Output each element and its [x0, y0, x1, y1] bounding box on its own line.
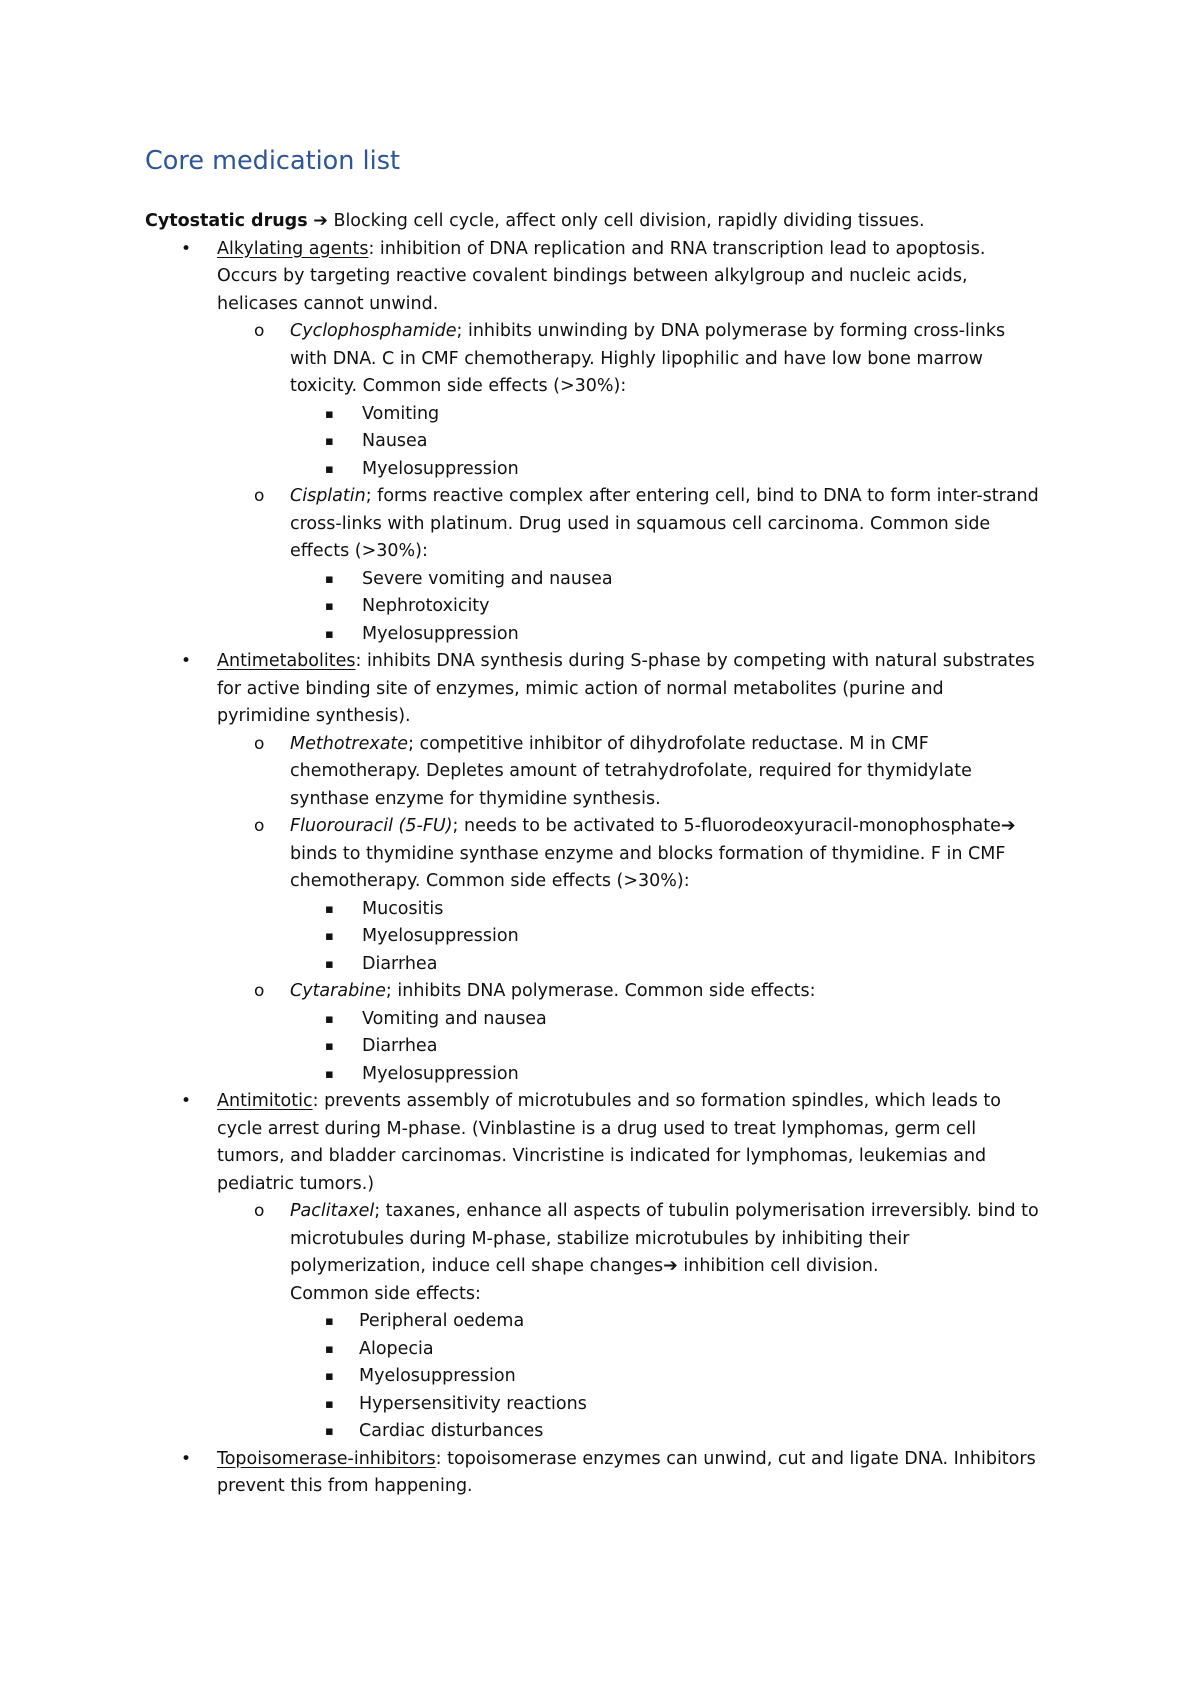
list-item-continuation: [0, 1171, 1200, 1199]
list-item-continuation: [0, 703, 1200, 731]
list-item-continuation: [0, 511, 1200, 539]
square-bullet-icon: ▪: [325, 1314, 334, 1329]
list-item-cytarabine: [0, 978, 1200, 1006]
list-item-continuation: [0, 1253, 1200, 1281]
circle-bullet-icon: o: [254, 981, 265, 1001]
side-effect-text: Hypersensitivity reactions: [359, 1393, 587, 1414]
antimitotic-text-2: cycle arrest during M-phase. (Vinblastine is a drug used to treat lymphomas, germ cell: [217, 1118, 977, 1139]
list-item-continuation: [0, 786, 1200, 814]
square-bullet-icon: ▪: [325, 434, 334, 449]
fluorouracil-text-2: binds to thymidine synthase enzyme and blocks formation of thymidine. F in CMF: [290, 843, 1006, 864]
side-effect-text: Mucositis: [362, 898, 444, 919]
alkylating-text-3: helicases cannot unwind.: [217, 293, 439, 314]
cisplatin-text-2: cross-links with platinum. Drug used in squamous cell carcinoma. Common side: [290, 513, 991, 534]
side-effect-text: Diarrhea: [362, 1036, 438, 1056]
arrow-right-icon: ➔: [313, 211, 328, 231]
drug-name-cisplatin: Cisplatin: [290, 486, 366, 506]
bullet-icon: •: [181, 651, 192, 671]
drug-name-paclitaxel: Paclitaxel: [290, 1201, 375, 1221]
square-bullet-icon: ▪: [325, 1011, 334, 1027]
side-effect-item: [0, 1418, 1200, 1446]
page-title: Core medication list: [145, 146, 400, 176]
bullet-icon: •: [181, 238, 192, 259]
side-effect-item: [0, 1391, 1200, 1419]
square-bullet-icon: ▪: [325, 1396, 334, 1412]
paclitaxel-text-1: ; taxanes, enhance all aspects of tubulin polymerisation irreversibly. bind to: [374, 1201, 1039, 1221]
square-bullet-icon: ▪: [325, 626, 334, 642]
circle-bullet-icon: o: [254, 816, 265, 836]
fluorouracil-text-1: ; needs to be activated to 5-fluorodeoxyuracil-monophosphate: [452, 816, 1001, 836]
side-effect-text: Myelosuppression: [362, 1063, 519, 1084]
side-effect-text: Diarrhea: [362, 953, 438, 974]
methotrexate-text-1: ; competitive inhibitor of dihydrofolate reductase. M in CMF: [408, 733, 929, 754]
antimitotic-text-1: : prevents assembly of microtubules and so formation spindles, which leads to: [312, 1091, 1002, 1111]
methotrexate-text-2: chemotherapy. Depletes amount of tetrahydrofolate, required for thymidylate: [290, 761, 972, 781]
circle-bullet-icon: o: [254, 321, 265, 341]
drug-name-cytarabine: Cytarabine: [290, 981, 386, 1001]
list-item-continuation: [0, 1116, 1200, 1144]
paclitaxel-text-3b: inhibition cell division.: [677, 1256, 879, 1276]
section-heading-text: Blocking cell cycle, affect only cell division, rapidly dividing tissues.: [327, 211, 925, 231]
list-item-continuation: [0, 868, 1200, 896]
term-topoisomerase-inhibitors: Topoisomerase-inhibitors: [217, 1448, 436, 1469]
antimitotic-text-3: tumors, and bladder carcinomas. Vincristine is indicated for lymphomas, leukemias and: [217, 1146, 987, 1166]
topoisomerase-text-2: prevent this from happening.: [217, 1476, 473, 1496]
list-item-continuation: [0, 1473, 1200, 1501]
side-effect-item: [0, 1363, 1200, 1391]
drug-name-methotrexate: Methotrexate: [290, 733, 409, 754]
list-item-continuation: [0, 373, 1200, 401]
side-effect-item: [0, 428, 1200, 456]
circle-bullet-icon: o: [254, 733, 265, 754]
drug-name-cyclophosphamide: Cyclophosphamide: [290, 321, 457, 341]
square-bullet-icon: ▪: [325, 1039, 334, 1054]
side-effect-item: [0, 1308, 1200, 1336]
side-effect-item: [0, 401, 1200, 429]
alkylating-text-1: : inhibition of DNA replication and RNA transcription lead to apoptosis.: [368, 238, 986, 259]
list-item-paclitaxel: [0, 1198, 1200, 1226]
list-item-continuation: [0, 1143, 1200, 1171]
side-effect-text: Peripheral oedema: [359, 1311, 525, 1331]
term-antimitotic: Antimitotic: [217, 1091, 313, 1111]
paclitaxel-text-4: Common side effects:: [290, 1283, 481, 1304]
cisplatin-text-1: ; forms reactive complex after entering cell, bind to DNA to form inter-strand: [365, 486, 1039, 506]
square-bullet-icon: ▪: [325, 599, 334, 614]
bullet-icon: •: [181, 1091, 192, 1111]
circle-bullet-icon: o: [254, 1201, 265, 1221]
list-item-continuation: [0, 346, 1200, 374]
list-item-cyclophosphamide: [0, 318, 1200, 346]
side-effect-text: Myelosuppression: [362, 458, 519, 479]
list-item-continuation: [0, 538, 1200, 566]
antimetabolites-text-1: : inhibits DNA synthesis during S-phase by competing with natural substrates: [355, 651, 1035, 671]
arrow-right-icon: ➔: [1000, 816, 1016, 836]
side-effect-item: [0, 593, 1200, 621]
list-item-cisplatin: [0, 483, 1200, 511]
list-item-alkylating-agents: [0, 236, 1200, 264]
list-item-antimitotic: [0, 1088, 1200, 1116]
arrow-right-icon: ➔: [663, 1256, 678, 1276]
list-item-continuation: [0, 263, 1200, 291]
side-effect-item: [0, 951, 1200, 979]
bullet-icon: •: [181, 1448, 192, 1469]
square-bullet-icon: ▪: [325, 956, 334, 972]
paclitaxel-text-2: microtubules during M-phase, stabilize microtubules by inhibiting their: [290, 1228, 910, 1249]
side-effect-item: [0, 923, 1200, 951]
square-bullet-icon: ▪: [325, 1341, 334, 1357]
list-item-continuation: [0, 291, 1200, 319]
term-alkylating-agents: Alkylating agents: [217, 238, 369, 259]
side-effect-item: [0, 1061, 1200, 1089]
list-item-methotrexate: [0, 731, 1200, 759]
paclitaxel-text-3a: polymerization, induce cell shape changes: [290, 1256, 664, 1276]
square-bullet-icon: ▪: [325, 461, 334, 477]
side-effect-text: Severe vomiting and nausea: [362, 568, 613, 589]
circle-bullet-icon: o: [254, 486, 265, 506]
list-item-continuation: [0, 1226, 1200, 1254]
list-item-fluorouracil: [0, 813, 1200, 841]
cisplatin-text-3: effects (>30%):: [290, 541, 428, 561]
side-effect-item: [0, 896, 1200, 924]
antimetabolites-text-2: for active binding site of enzymes, mimic action of normal metabolites (purine and: [217, 678, 944, 699]
square-bullet-icon: ▪: [325, 1424, 334, 1439]
side-effect-item: [0, 1033, 1200, 1061]
list-item-antimetabolites: [0, 648, 1200, 676]
alkylating-text-2: Occurs by targeting reactive covalent bindings between alkylgroup and nucleic acids,: [217, 266, 968, 286]
document-body: [0, 208, 1200, 1501]
side-effect-text: Cardiac disturbances: [359, 1421, 544, 1441]
list-item-continuation: [0, 1281, 1200, 1309]
square-bullet-icon: ▪: [325, 929, 334, 944]
list-item-continuation: [0, 758, 1200, 786]
side-effect-text: Nausea: [362, 431, 428, 451]
cyclophosphamide-text-1: ; inhibits unwinding by DNA polymerase by forming cross-links: [456, 321, 1006, 341]
side-effect-text: Vomiting and nausea: [362, 1008, 547, 1029]
side-effect-item: [0, 1336, 1200, 1364]
side-effect-text: Alopecia: [359, 1338, 434, 1359]
side-effect-text: Myelosuppression: [359, 1366, 516, 1386]
square-bullet-icon: ▪: [325, 901, 334, 917]
side-effect-text: Myelosuppression: [362, 926, 519, 946]
list-item-topoisomerase-inhibitors: [0, 1446, 1200, 1474]
square-bullet-icon: ▪: [325, 1066, 334, 1082]
side-effect-item: [0, 456, 1200, 484]
section-heading-bold: Cytostatic drugs: [145, 211, 308, 231]
square-bullet-icon: ▪: [325, 1369, 334, 1384]
square-bullet-icon: ▪: [325, 571, 334, 587]
topoisomerase-text-1: : topoisomerase enzymes can unwind, cut and ligate DNA. Inhibitors: [435, 1448, 1036, 1469]
antimitotic-text-4: pediatric tumors.): [217, 1173, 375, 1194]
list-item-continuation: [0, 841, 1200, 869]
list-item-continuation: [0, 676, 1200, 704]
side-effect-text: Myelosuppression: [362, 623, 519, 644]
side-effect-item: [0, 566, 1200, 594]
side-effect-text: Nephrotoxicity: [362, 596, 490, 616]
side-effect-item: [0, 621, 1200, 649]
cyclophosphamide-text-3: toxicity. Common side effects (>30%):: [290, 376, 627, 396]
cyclophosphamide-text-2: with DNA. C in CMF chemotherapy. Highly lipophilic and have low bone marrow: [290, 348, 983, 369]
section-heading: [0, 208, 1200, 236]
fluorouracil-text-3: chemotherapy. Common side effects (>30%):: [290, 871, 690, 891]
side-effect-text: Vomiting: [362, 403, 440, 424]
term-antimetabolites: Antimetabolites: [217, 651, 356, 671]
cytarabine-text-1: ; inhibits DNA polymerase. Common side effects:: [385, 981, 816, 1001]
side-effect-item: [0, 1006, 1200, 1034]
antimetabolites-text-3: pyrimidine synthesis).: [217, 706, 411, 726]
drug-name-fluorouracil: Fluorouracil (5-FU): [290, 816, 453, 836]
methotrexate-text-3: synthase enzyme for thymidine synthesis.: [290, 788, 661, 809]
square-bullet-icon: ▪: [325, 406, 334, 422]
